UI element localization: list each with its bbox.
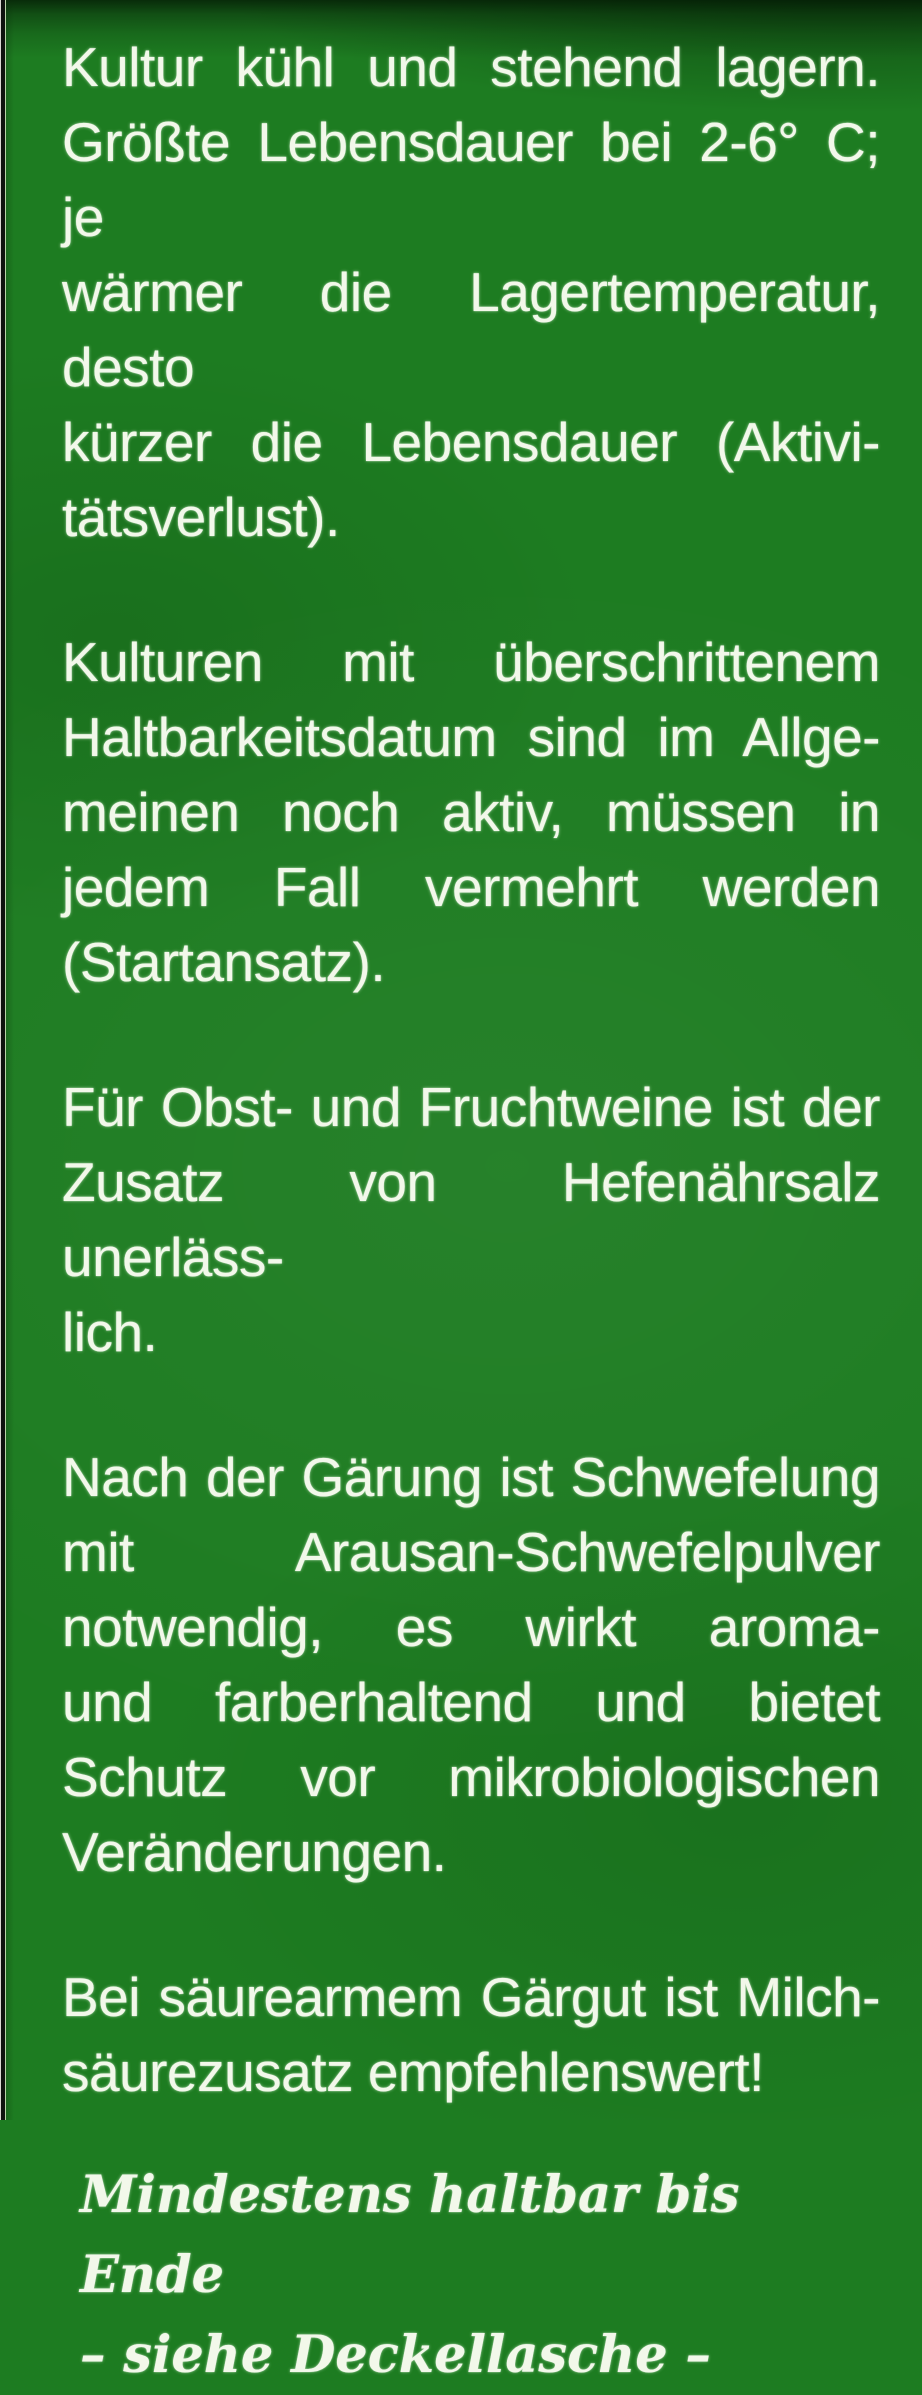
text-line: Für Obst- und Fruchtweine ist der	[62, 1076, 880, 1138]
text-line: Veränderungen.	[62, 1821, 447, 1883]
paragraph-storage	[62, 30, 880, 555]
paragraph-sulfuring	[62, 1440, 880, 1890]
paragraph-yeast-nutrient	[62, 1070, 880, 1370]
text-line: und farberhaltend und bietet	[62, 1671, 880, 1733]
text-line: jedem Fall vermehrt werden	[62, 856, 880, 918]
text-line: Mindestens haltbar bis Ende	[80, 2165, 740, 2305]
text-line: wärmer die Lagertemperatur, desto	[62, 261, 880, 398]
text-line: lich.	[62, 1301, 158, 1363]
text-line: Haltbarkeitsdatum sind im Allge-	[62, 706, 880, 768]
text-line: tätsverlust).	[62, 486, 340, 548]
text-line: Größte Lebensdauer bei 2-6° C; je	[62, 111, 880, 248]
text-line: notwendig, es wirkt aroma-	[62, 1596, 880, 1658]
text-line: Nach der Gärung ist Schwefelung	[62, 1446, 880, 1508]
paragraph-expired-cultures	[62, 625, 880, 1000]
paragraph-lactic-acid	[62, 1960, 880, 2110]
best-before-note	[62, 2155, 880, 2395]
text-line: säurezusatz empfehlenswert!	[62, 2041, 764, 2103]
text-line: kürzer die Lebensdauer (Aktivi-	[62, 411, 880, 473]
text-line: meinen noch aktiv, müssen in	[62, 781, 880, 843]
text-line: Kultur kühl und stehend lagern.	[62, 36, 880, 98]
label-text-block	[62, 0, 880, 2395]
text-line: Schutz vor mikrobiologischen	[62, 1746, 880, 1808]
text-line: (Startansatz).	[62, 931, 386, 993]
text-line: Zusatz von Hefenährsalz unerläss-	[62, 1151, 880, 1288]
text-line: Kulturen mit überschrittenem	[62, 631, 880, 693]
text-line: – siehe Deckellasche –	[80, 2325, 711, 2385]
text-line: mit Arausan-Schwefelpulver	[62, 1521, 880, 1583]
text-line: Bei säurearmem Gärgut ist Milch-	[62, 1966, 880, 2028]
